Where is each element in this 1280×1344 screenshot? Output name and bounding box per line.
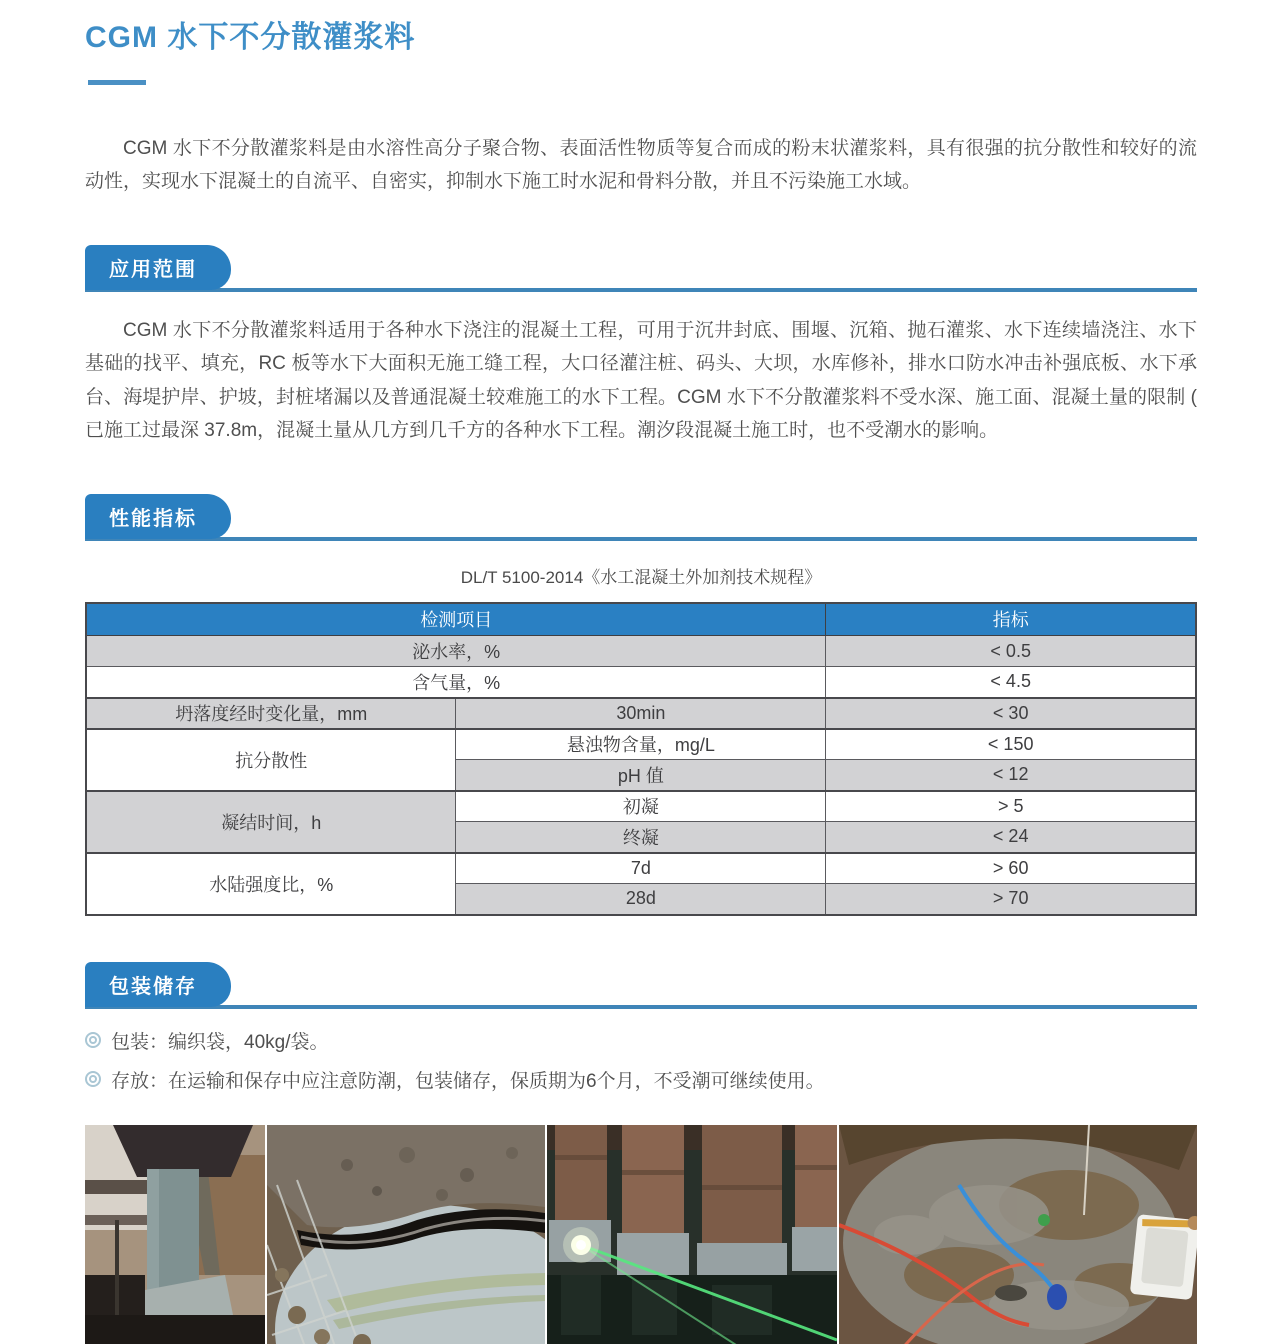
- table-cell-value: < 30: [826, 698, 1196, 729]
- column-header-item: 检测项目: [86, 603, 826, 636]
- double-circle-icon: [85, 1071, 101, 1087]
- table-cell-item: 水陆强度比，%: [86, 853, 456, 915]
- table-cell-sub: 30min: [456, 698, 826, 729]
- standard-caption: DL/T 5100-2014《水工混凝土外加剂技术规程》: [460, 567, 822, 587]
- double-circle-icon: [85, 1032, 101, 1048]
- section-packaging: [85, 960, 1197, 1093]
- table-cell-sub: 悬浊物含量，mg/L: [456, 729, 826, 760]
- table-cell-value: > 60: [826, 853, 1196, 884]
- section-header: [85, 243, 1197, 292]
- table-cell-value: > 5: [826, 791, 1196, 822]
- table-cell-value: < 4.5: [826, 667, 1196, 698]
- table-cell-value: < 150: [826, 729, 1196, 760]
- section-application: [85, 243, 1197, 448]
- section-badge-application: 应用范围: [85, 245, 231, 290]
- list-item: [85, 1027, 1197, 1054]
- table-cell-item: 泌水率，%: [86, 636, 826, 667]
- table-cell-sub: 7d: [456, 853, 826, 884]
- section-badge-performance: 性能指标: [85, 494, 231, 539]
- photo-pile-joint-closeup: [267, 1125, 545, 1344]
- table-row: [86, 729, 1196, 760]
- table-row: [86, 667, 1196, 698]
- bullet-text: 包装：编织袋，40kg/袋。: [111, 1031, 329, 1053]
- section-header: [85, 960, 1197, 1009]
- photo-night-piers-laser: [547, 1125, 837, 1344]
- photo-bridge-pier-column: [85, 1125, 265, 1344]
- section-badge-packaging: 包装储存: [85, 962, 231, 1007]
- list-item: [85, 1066, 1197, 1093]
- application-paragraph: CGM 水下不分散灌浆料适用于各种水下浇注的混凝土工程，可用于沉井封底、围堰、沉箱、抛石灌浆、水下连续墙浇注、水下基础的找平、填充，RC 板等水下大面积无施工缝工程，大口径灌注桩、码头、大坝，水库修补，排水口防水冲击补强底板、水下承台、海堤护岸、护坡，封桩堵漏以及普通混凝土较难施工的水下工程。CGM 水下不分散灌浆料不受水深、施工面、混凝土量的限制 ( 已施工过最深 37.8m，混凝土量从几方到几千方的各种水下工程。潮汐段混凝土施工时，也不受潮水的影响。: [85, 319, 1197, 442]
- table-cell-sub: 28d: [456, 884, 826, 915]
- table-cell-value: < 24: [826, 822, 1196, 853]
- page-title: CGM 水下不分散灌浆料: [85, 21, 416, 54]
- table-cell-item: 坍落度经时变化量，mm: [86, 698, 456, 729]
- table-cell-value: < 0.5: [826, 636, 1196, 667]
- photo-strip: [85, 1125, 1197, 1344]
- table-cell-sub: pH 值: [456, 760, 826, 791]
- table-cell-sub: 初凝: [456, 791, 826, 822]
- section-header: [85, 492, 1197, 541]
- section-performance: [85, 492, 1197, 916]
- bullet-text: 存放：在运输和保存中应注意防潮，包装储存，保质期为6个月，不受潮可继续使用。: [111, 1070, 825, 1092]
- table-row: [86, 636, 1196, 667]
- performance-table: [85, 602, 1197, 916]
- table-header-row: [86, 603, 1196, 636]
- table-row: [86, 791, 1196, 822]
- photo-caisson-grouting: [839, 1125, 1197, 1344]
- table-cell-item: 凝结时间，h: [86, 791, 456, 853]
- table-cell-sub: 终凝: [456, 822, 826, 853]
- table-cell-value: < 12: [826, 760, 1196, 791]
- table-cell-value: > 70: [826, 884, 1196, 915]
- table-cell-item: 含气量，%: [86, 667, 826, 698]
- table-row: [86, 853, 1196, 884]
- table-row: [86, 698, 1196, 729]
- table-cell-item: 抗分散性: [86, 729, 456, 791]
- column-header-index: 指标: [826, 603, 1196, 636]
- intro-paragraph: CGM 水下不分散灌浆料是由水溶性高分子聚合物、表面活性物质等复合而成的粉末状灌浆料，具有很强的抗分散性和较好的流动性，实现水下混凝土的自流平、自密实，抑制水下施工时水泥和骨料分散，并且不污染施工水域。: [85, 138, 1197, 193]
- title-underline: [88, 80, 146, 85]
